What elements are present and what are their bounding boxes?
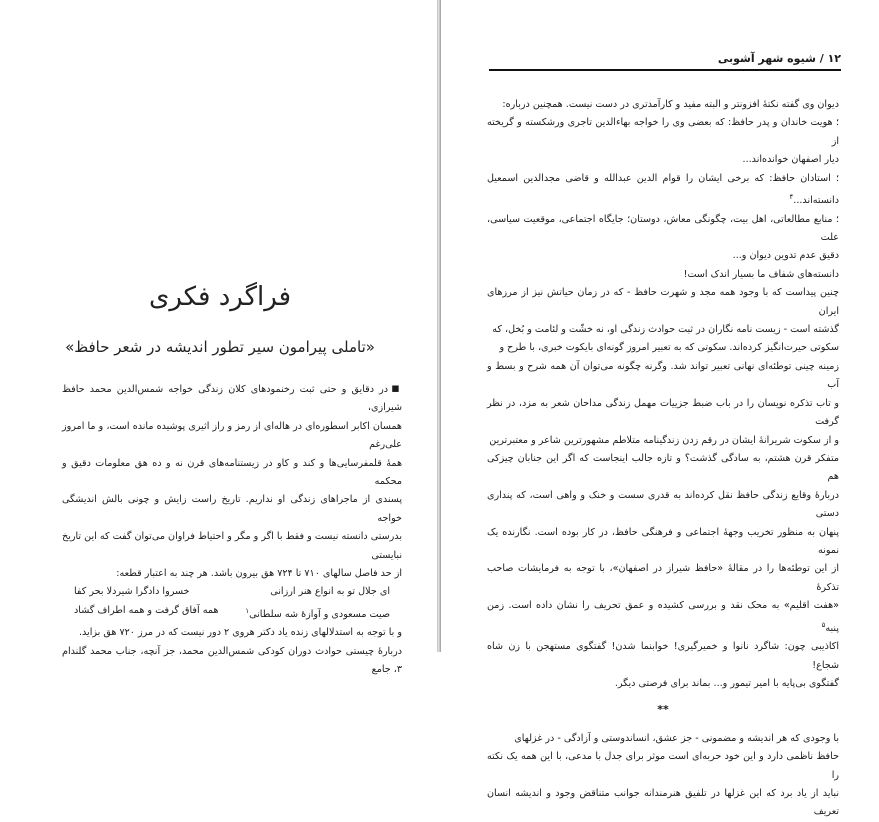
paragraph-line: بدرستی دانسته نیست و فقط با اگر و مگر و احتیاط فراوان می‌توان گفت که این تاریخ نبایستی <box>62 531 402 561</box>
header-rule <box>489 69 841 71</box>
paragraph-line: چنین پیداست که با وجود همه مجد و شهرت حافظ - که در زمان حیاتش نیز از مرزهای ایران <box>487 287 839 317</box>
paragraph-line: و با توجه به استدلالهای زنده یاد دکتر هروی ۲ دور نیست که در مرز ۷۲۰ هق بزاید. <box>78 627 402 639</box>
paragraph-line: ؛ استادان حافظ: که برخی ایشان را قوام الدین عبدالله و قاضی مجدالدین اسمعیل دانسته‌اند...$^۴$ <box>487 172 839 207</box>
paragraph-line: متفکر قرن هشتم، به سادگی گذشت؟ و تازه جالب اینجاست که اگر این جنابان چیزکی هم <box>487 452 839 483</box>
paragraph-line: و از سکوت شریرانهٔ ایشان در رقم زدن زندگینامه متلاطم مشهورترین شاعر و معتبرترین <box>489 434 839 446</box>
footnote-mark: ۱ <box>245 606 250 615</box>
paragraph-line: از حد فاصل سالهای ۷۱۰ تا ۷۲۴ هق بیرون باشد. هر چند به اعتبار قطعه: <box>116 568 402 580</box>
chapter-subtitle: «تاملی پیرامون سیر تطور اندیشه در شعر حافظ» <box>65 338 375 356</box>
paragraph-line: دربارهٔ وقایع زندگی حافظ نقل کرده‌اند به قدری سست و خنک و واهی است، که پنداری دستی <box>487 489 839 520</box>
paragraph-line: و تاب تذکره نویسان را در باب ضبط جزییات مهمل زندگی مداحان شعر به مزد، در نظر گرفت <box>487 397 839 428</box>
paragraph-line: دیوان وی گفته نکتهٔ افزونتر و البته مفید و کارآمدتری در دست نیست. همچنین درباره: <box>502 99 839 110</box>
paragraph-line: دیار اصفهان خوانده‌اند... <box>742 154 839 166</box>
footnote-mark: ۴ <box>789 193 794 202</box>
left-page <box>0 0 437 676</box>
square-bullet-icon: ▪ <box>391 381 403 396</box>
paragraph-line: حافظ ناظمی دارد و این خود حربه‌ای است موثر برای جدل با مدعی، با این همه یک نکته را <box>487 751 839 781</box>
paragraph-line: با وجودی که هر اندیشه و مضمونی - جز عشق، انساندوستی و آزادگی - در غزلهای <box>514 732 839 744</box>
footnote-mark: ۵ <box>821 620 826 629</box>
paragraph-line: سکوتی حیرت‌انگیز کرده‌اند. سکوتی که به تعبیر امروز گونه‌ای بایکوت خبری، با طرح و <box>499 342 839 354</box>
poem-hemistich: ای جلال تو به انواع هنر ارزانی <box>270 586 390 598</box>
paragraph-line: نباید از یاد برد که این غزلها در تلفیق هنرمندانه جوانب متناقض وجود و اندیشه انسان تعریف <box>487 788 839 818</box>
poem-verse <box>62 602 402 625</box>
paragraph-line: پنهان به منظور تخریب وجههٔ اجتماعی و فرهنگی حافظ، در کار بوده است. نگارنده یک نمونه <box>487 526 839 556</box>
paragraph-line: ؛ هویت خاندان و پدر حافظ: که بعضی وی را خواجه بهاءالدین تاجری ورشکسته و گریخته از <box>487 117 839 147</box>
poem-hemistich: صیت مسعودی و آوازهٔ شه سلطانی$^۱$ <box>245 606 390 621</box>
paragraph-line: گفتگوی بی‌پایه با امیر تیمور و... بماند برای فرصتی دیگر. <box>614 677 839 689</box>
paragraph-line: پسندی از ماجراهای زندگی او نداریم. تاریخ راست زایش و چونی بالش اندیشگی خواجه <box>62 494 402 524</box>
poem-hemistich: خسروا دادگرا شیردلا بحر کفا <box>74 586 190 598</box>
paragraph-line: ▪در دقایق و حتی ثبت رخنمودهای کلان زندگی خواجه شمس‌الدین محمد حافظ شیرازی، <box>62 381 403 414</box>
paragraph-line: ؛ منابع مطالعاتی، اهل بیت، چگونگی معاش، دوستان؛ جایگاه اجتماعی، موقعیت سیاسی، علت <box>487 213 839 244</box>
right-body-text <box>487 96 839 822</box>
paragraph-line: اکاذیبی چون: شاگرد نانوا و خمیرگیری! خوابنما شدن! گفتگوی مستهجن با زن شاه شجاع! <box>487 641 839 671</box>
chapter-title: فراگرد فکری <box>148 282 292 312</box>
paragraph-line: زمینه چینی توطئه‌ای نهانی تعبیر تواند شد. وگرنه چگونه می‌توان آن همه شرح و بسط و آب <box>487 360 839 391</box>
paragraph-line: دربارهٔ چیستی حوادث دوران کودکی شمس‌الدین محمد، جز آنچه، جناب محمد گلندام ۳، جامع <box>62 645 402 676</box>
poem-verse <box>62 583 402 601</box>
running-header: ۱۲ / شیوه شهر آشوبی <box>717 52 841 65</box>
left-body-text <box>62 380 402 680</box>
section-asterism: ** <box>657 703 669 717</box>
paragraph-line: همهٔ قلمفرسایی‌ها و کند و کاو در زیستنامه‌های قرن نه و ده هق معلومات دقیق و محکمه <box>62 457 402 488</box>
paragraph-line: دانسته‌های شفاف ما بسیار اندک است! <box>683 268 839 280</box>
poem-block <box>62 583 402 624</box>
paragraph-line: دقیق عدم تدوین دیوان و... <box>732 250 839 262</box>
paragraph-line: از این توطئه‌ها را در مقالهٔ «حافظ شیراز در اصفهان»، با توجه به فرمایشات صاحب تذکرهٔ <box>487 563 839 593</box>
paragraph-line: همسان اکابر اسطوره‌ای در هاله‌ای از رمز و راز اثیری پوشیده مانده است، و ما امروز علی‌رغم <box>62 420 402 451</box>
right-page <box>441 0 879 818</box>
paragraph-line: گذشته است - زیست نامه نگاران در ثبت حوادث زندگی او، نه خشّت و لئامت و بُخل، که <box>492 324 839 336</box>
poem-hemistich: همه آفاق گرفت و همه اطراف گشاد <box>74 604 219 616</box>
paragraph-line: «هفت اقلیم» به محک نقد و بررسی کشیده و عمق تحریف را نشان داده است. زمن پنبه$^۵$ <box>487 600 839 634</box>
